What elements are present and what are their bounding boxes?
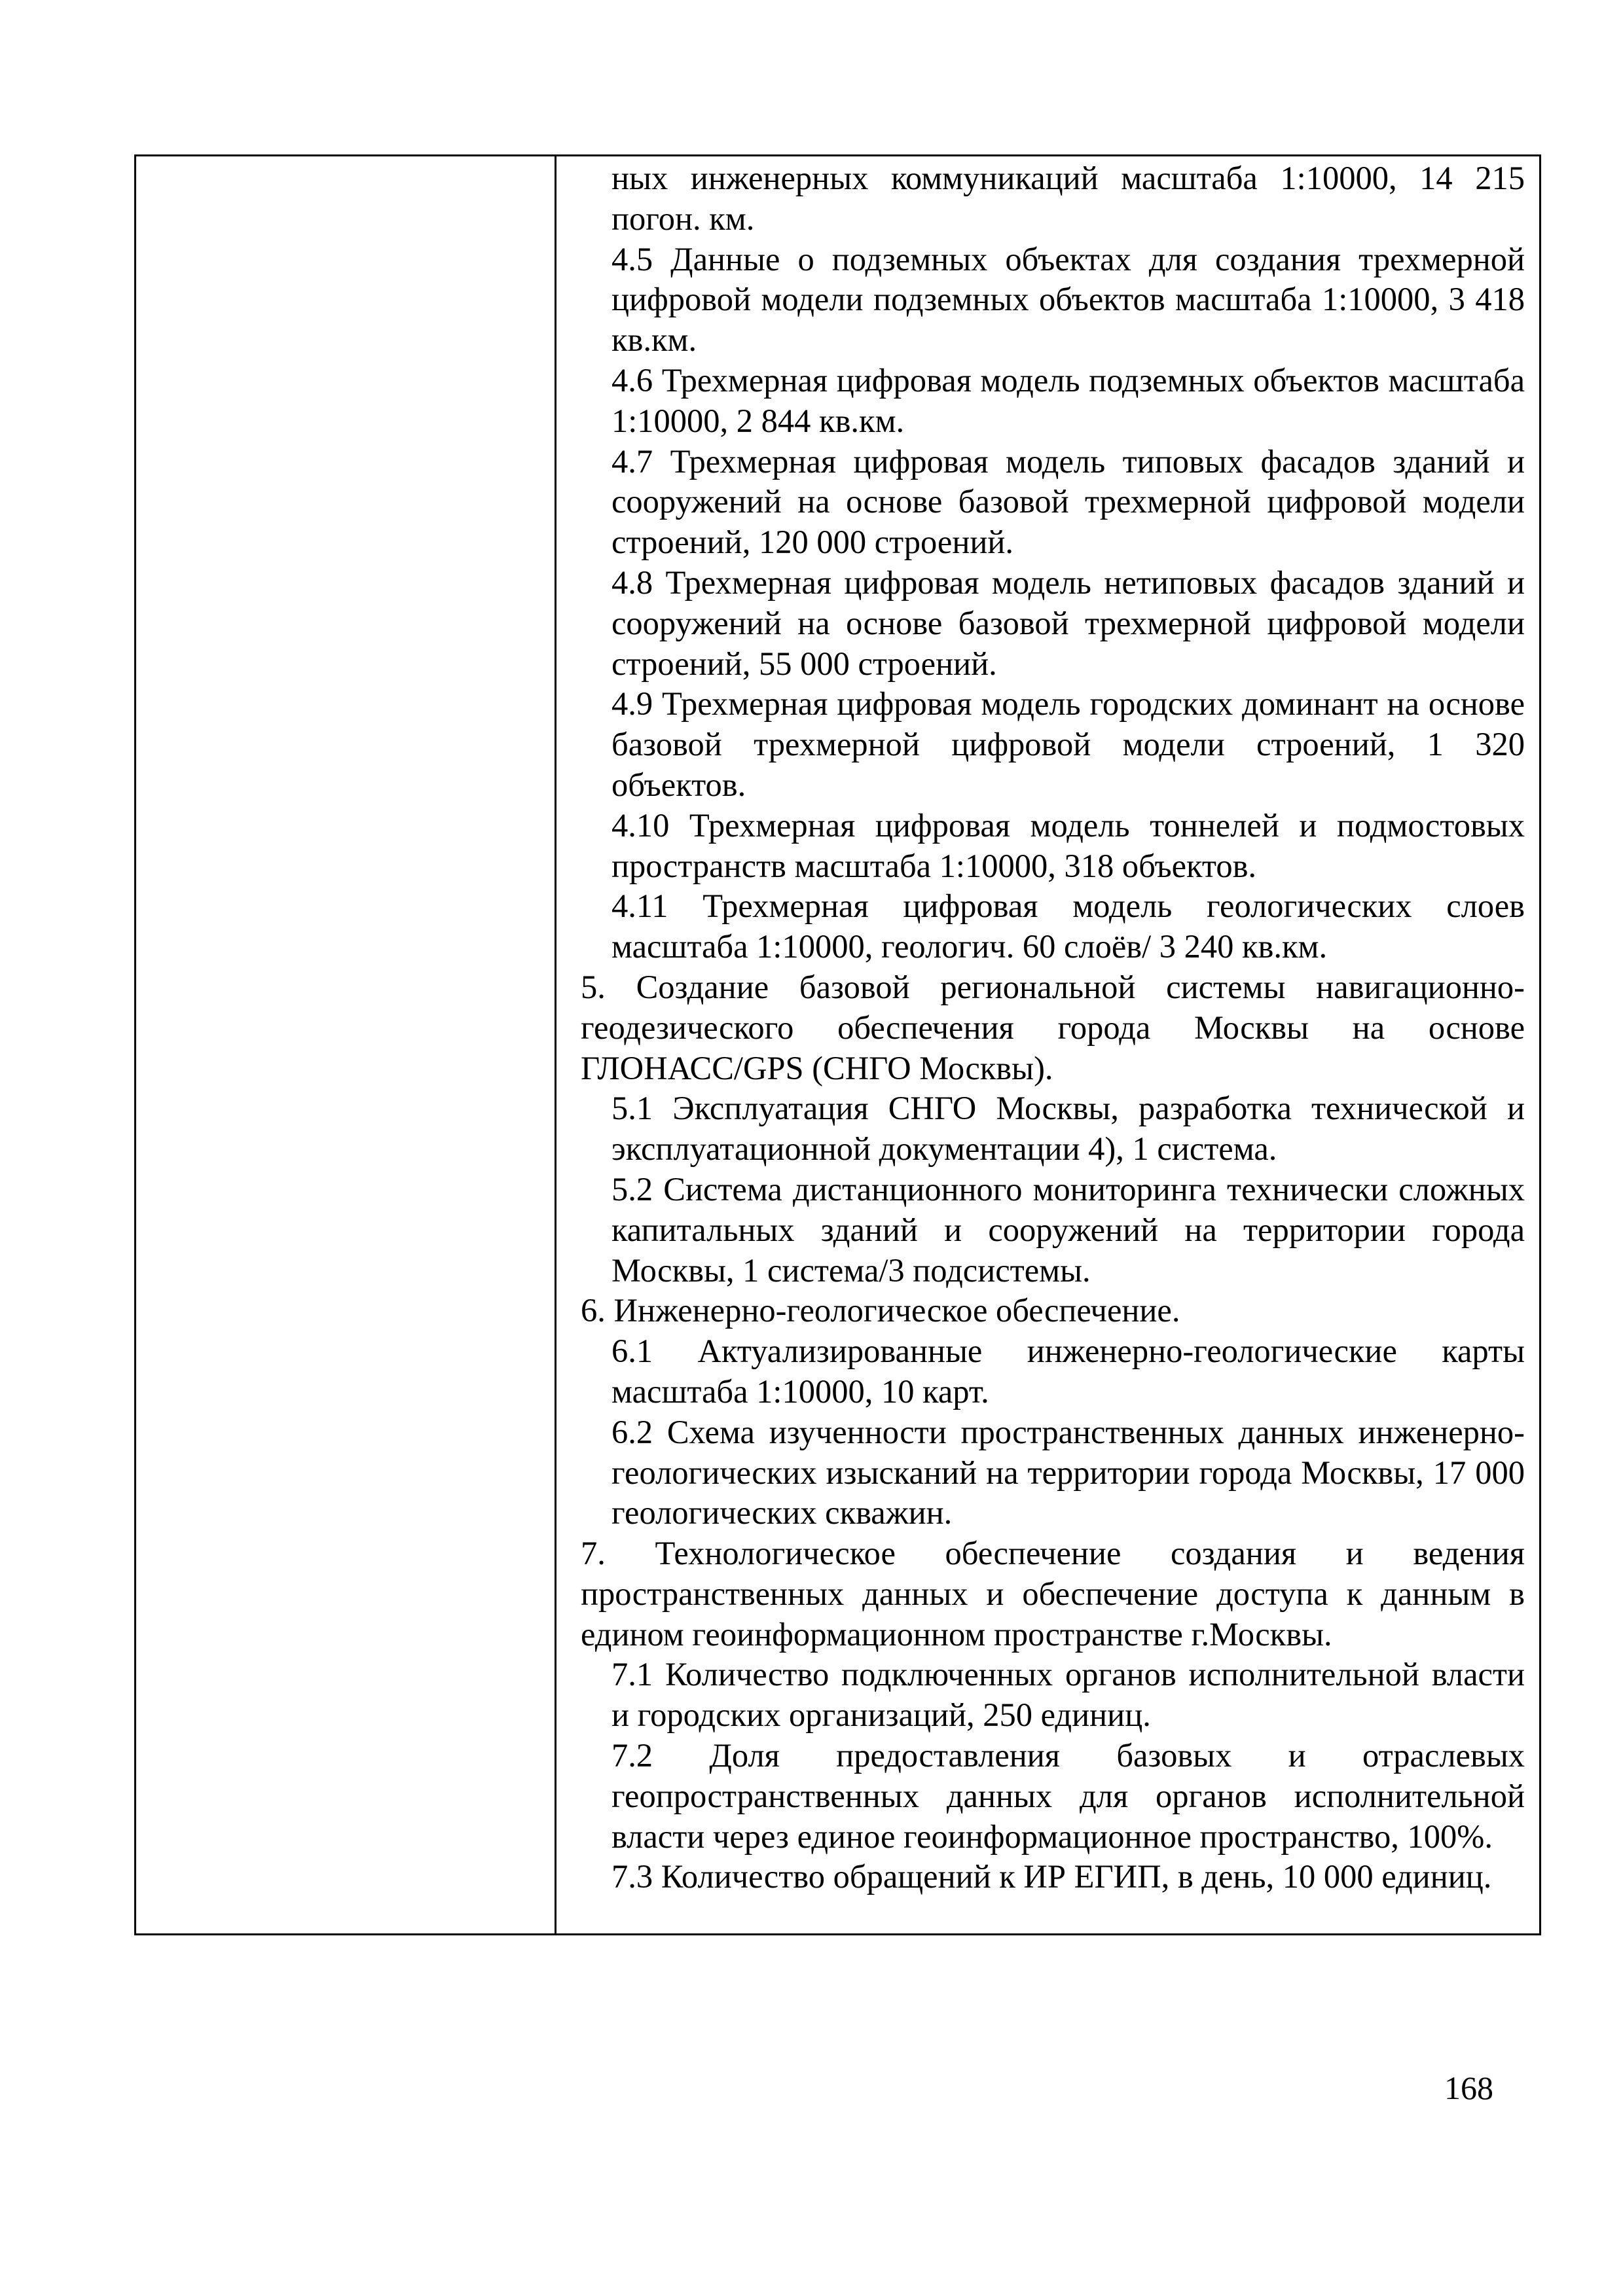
list-item: 4.10 Трехмерная цифровая модель тоннелей и подмостовых пространств масштаба 1:10000, 318 объектов.: [611, 806, 1525, 884]
list-item: ных инженерных коммуникаций масштаба 1:10000, 14 215 погон. км.: [611, 160, 1525, 237]
list-item: 6.2 Схема изученности пространственных данных инженерно-геологических изысканий на территории города Москвы, 17 000 геологических скважин.: [611, 1413, 1525, 1532]
list-item: 4.8 Трехмерная цифровая модель нетиповых фасадов зданий и сооружений на основе базовой трехмерной цифровой модели строений, 55 000 строений.: [611, 564, 1525, 682]
list-item: 5.1 Эксплуатация СНГО Москвы, разработка технической и эксплуатационной документации 4), 1 система.: [611, 1090, 1525, 1168]
page-number: 168: [1444, 2070, 1493, 2106]
list-item: 4.6 Трехмерная цифровая модель подземных объектов масштаба 1:10000, 2 844 кв.км.: [611, 361, 1525, 439]
list-item: 5.2 Система дистанционного мониторинга технически сложных капитальных зданий и сооружений на территории города Москвы, 1 система/3 подсистемы.: [611, 1170, 1525, 1289]
list-item: 7.2 Доля предоставления базовых и отраслевых геопространственных данных для органов исполнительной власти через единое геоинформационное пространство, 100%.: [611, 1737, 1525, 1855]
list-item: 4.7 Трехмерная цифровая модель типовых фасадов зданий и сооружений на основе базовой трехмерной цифровой модели строений, 120 000 строений.: [611, 442, 1525, 561]
table-right-cell: [581, 158, 1525, 1897]
list-item: 7.3 Количество обращений к ИР ЕГИП, в день, 10 000 единиц.: [611, 1858, 1492, 1895]
list-item: 6.1 Актуализированные инженерно-геологические карты масштаба 1:10000, 10 карт.: [611, 1333, 1525, 1410]
section-heading-item: 6. Инженерно-геологическое обеспечение.: [581, 1292, 1180, 1329]
table-column-divider: [555, 154, 556, 1935]
table-left-cell: [136, 156, 555, 1933]
list-item: 4.11 Трехмерная цифровая модель геологических слоев масштаба 1:10000, геологич. 60 слоёв/ 3 240 кв.км.: [611, 888, 1525, 965]
section-heading-item: 7. Технологическое обеспечение создания и ведения пространственных данных и обеспечение доступа к данным в едином геоинформационном пространстве г.Москвы.: [581, 1535, 1525, 1653]
section-heading-item: 5. Создание базовой региональной системы навигационно-геодезического обеспечения города Москвы на основе ГЛОНАСС/GPS (СНГО Москвы).: [581, 968, 1525, 1086]
list-item: 7.1 Количество подключенных органов исполнительной власти и городских организаций, 250 единиц.: [611, 1656, 1525, 1734]
list-item: 4.5 Данные о подземных объектах для создания трехмерной цифровой модели подземных объектов масштаба 1:10000, 3 418 кв.км.: [611, 240, 1525, 359]
list-item: 4.9 Трехмерная цифровая модель городских доминант на основе базовой трехмерной цифровой модели строений, 1 320 объектов.: [611, 685, 1525, 803]
